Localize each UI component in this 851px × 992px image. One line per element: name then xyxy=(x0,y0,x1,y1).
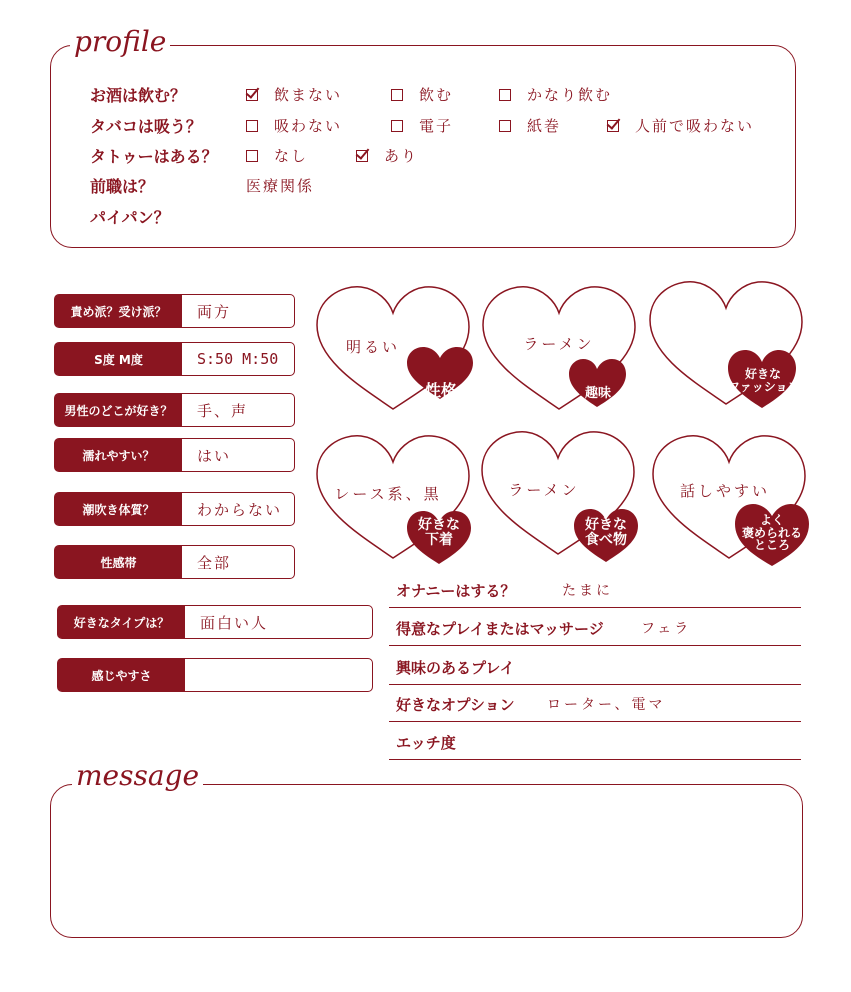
checkbox-icon xyxy=(391,120,403,132)
checkbox-icon xyxy=(499,89,511,101)
heart-hobby xyxy=(479,283,639,423)
message-body xyxy=(70,800,780,920)
field-favorite-male-part[interactable]: 男性のどこが好き？ 手、声 xyxy=(54,393,295,427)
option-drink-a-lot[interactable]: かなり飲む xyxy=(499,84,612,105)
field-squirting[interactable]: 潮吹き体質？ わからない xyxy=(54,492,295,526)
heart-badge: 性格 xyxy=(424,381,457,400)
heart-text: ラーメン xyxy=(508,481,580,499)
option-has-tattoo[interactable]: あり xyxy=(356,145,418,166)
heart-badge: 趣味 xyxy=(584,386,611,401)
checkbox-icon xyxy=(246,120,258,132)
question-drinking: お酒は飲む？ xyxy=(90,86,187,105)
option-no-tattoo[interactable]: なし xyxy=(246,145,308,166)
heart-badge: 好きな 食べ物 xyxy=(585,517,627,548)
heart-fashion xyxy=(646,278,806,418)
checkbox-icon xyxy=(246,150,258,162)
heart-badge: 好きな ファッション xyxy=(728,367,800,394)
checkbox-icon xyxy=(499,120,511,132)
checkbox-icon xyxy=(246,89,258,101)
line-good-play[interactable]: 得意なプレイまたはマッサージ フェラ xyxy=(389,616,801,646)
heart-food xyxy=(478,428,638,568)
checkbox-icon xyxy=(607,120,619,132)
field-wetness[interactable]: 濡れやすい？ はい xyxy=(54,438,295,472)
heart-text: 話しやすい xyxy=(679,482,770,500)
question-tattoo: タトゥーはある？ xyxy=(90,147,218,166)
line-interested-play[interactable]: 興味のあるプレイ xyxy=(389,655,801,685)
message-title: message xyxy=(72,762,203,790)
option-cigarette[interactable]: 紙巻 xyxy=(499,115,561,136)
answer-previous-job: 医療関係 xyxy=(246,177,315,195)
heart-personality xyxy=(313,283,473,423)
question-paipan: パイパン？ xyxy=(90,208,170,227)
checkbox-icon xyxy=(391,89,403,101)
field-favorite-type[interactable]: 好きなタイプは？ 面白い人 xyxy=(57,605,373,639)
option-drink[interactable]: 飲む xyxy=(391,84,453,105)
option-no-smoke[interactable]: 吸わない xyxy=(246,115,342,136)
heart-badge: 好きな 下着 xyxy=(418,517,460,548)
heart-text: 明るい xyxy=(345,338,400,356)
option-no-drink[interactable]: 飲まない xyxy=(246,84,342,105)
heart-badge: よく 褒められる ところ xyxy=(741,513,802,553)
heart-text: ラーメン xyxy=(523,335,595,353)
checkbox-icon xyxy=(356,150,368,162)
field-sensitivity[interactable]: 感じやすさ xyxy=(57,658,373,692)
field-erogenous-zone[interactable]: 性感帯 全部 xyxy=(54,545,295,579)
field-seme-uke[interactable]: 責め派？受け派？ 両方 xyxy=(54,294,295,328)
heart-text: レース系、黒 xyxy=(334,485,442,503)
line-h-degree[interactable]: エッチ度 xyxy=(389,730,801,760)
question-smoking: タバコは吸う？ xyxy=(90,117,202,136)
heart-underwear xyxy=(313,432,473,572)
profile-title: profile xyxy=(70,28,170,56)
line-favorite-option[interactable]: 好きなオプション ローター、電マ xyxy=(389,692,801,722)
heart-praised-point xyxy=(649,432,809,572)
option-no-smoke-in-public[interactable]: 人前で吸わない xyxy=(607,115,754,136)
question-previous-job: 前職は？ xyxy=(90,177,155,196)
line-masturbation[interactable]: オナニーはする？ たまに xyxy=(389,578,801,608)
option-e-cig[interactable]: 電子 xyxy=(391,115,453,136)
heart-outline-icon xyxy=(646,278,806,418)
field-sm-degree[interactable]: S度 M度 S:50 M:50 xyxy=(54,342,295,376)
